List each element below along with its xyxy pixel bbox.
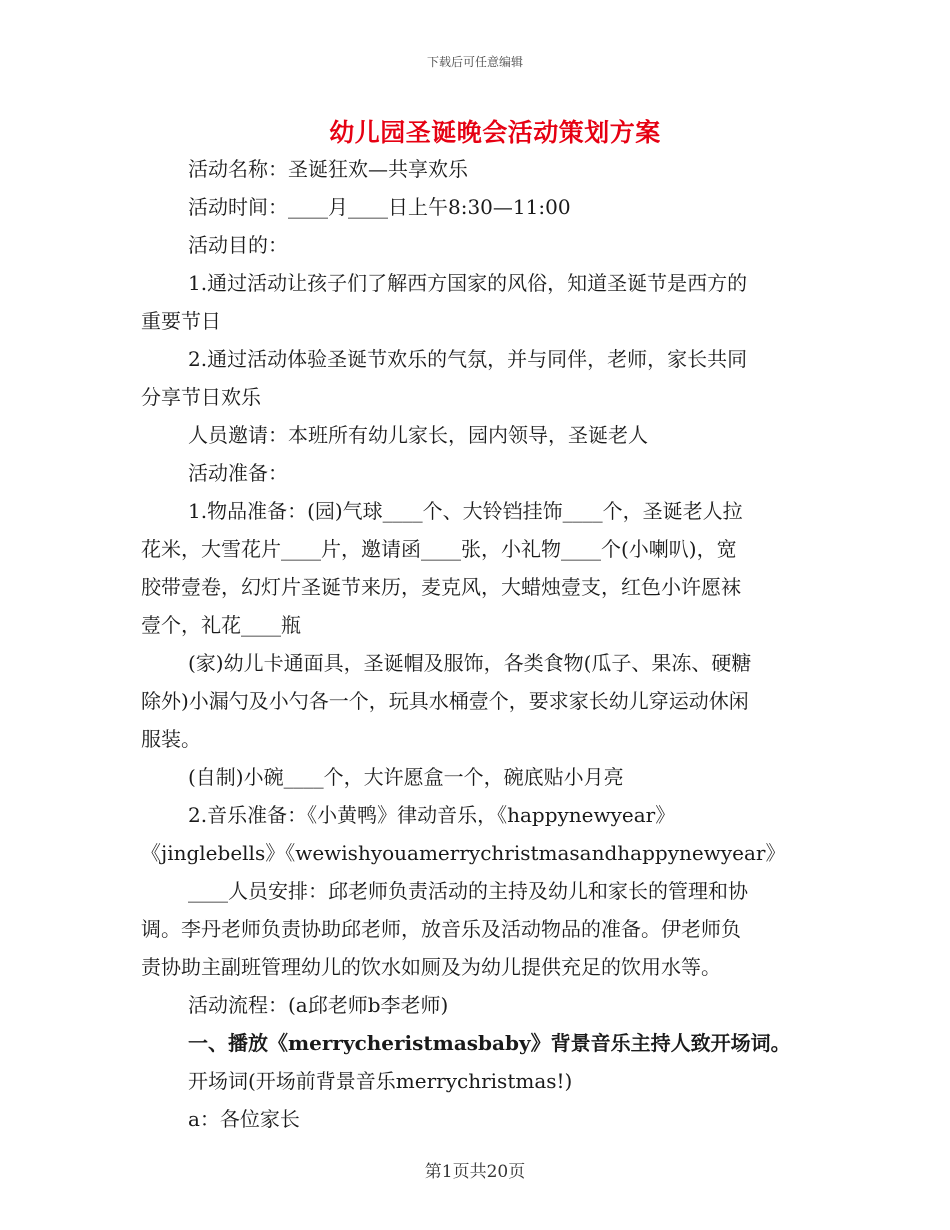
staff-arrangement-cont-2: 责协助主副班管理幼儿的饮水如厕及为幼儿提供充足的饮用水等。	[141, 955, 721, 979]
items-preparation-cont-2: 胶带壹卷，幻灯片圣诞节来历，麦克风，大蜡烛壹支，红色小许愿袜	[141, 575, 741, 599]
opening-speech-line: 开场词(开场前背景音乐merrychristmas!)	[188, 1069, 573, 1093]
page-header: 下载后可任意编辑	[426, 55, 523, 69]
home-preparation-cont-1: 除外)小漏勺及小勺各一个，玩具水桶壹个，要求家长幼儿穿运动休闲	[141, 689, 749, 713]
purpose-item-1-cont: 重要节日	[141, 309, 221, 333]
section-one-heading: 一、播放《merrycheristmasbaby》背景音乐主持人致开场词。	[188, 1031, 791, 1055]
self-made-line: (自制)小碗____个，大许愿盒一个，碗底贴小月亮	[188, 765, 624, 789]
staff-arrangement-line: ____人员安排：邱老师负责活动的主持及幼儿和家长的管理和协	[188, 879, 748, 903]
home-preparation-line: (家)幼儿卡通面具，圣诞帽及服饰，各类食物(瓜子、果冻、硬糖	[188, 651, 752, 675]
preparation-heading: 活动准备：	[188, 461, 288, 485]
home-preparation-cont-2: 服装。	[141, 727, 201, 751]
items-preparation-cont-3: 壹个，礼花____瓶	[141, 613, 301, 637]
purpose-item-2: 2.通过活动体验圣诞节欢乐的气氛，并与同伴，老师，家长共同	[188, 347, 748, 371]
document-title: 幼儿园圣诞晚会活动策划方案	[329, 118, 661, 147]
activity-time-line: 活动时间：____月____日上午8:30—11:00	[188, 195, 571, 219]
music-preparation-cont: 《jinglebells》《wewishyouamerrychristmasandhappynewyear》	[141, 841, 786, 865]
items-preparation-line: 1.物品准备：(园)气球____个、大铃铛挂饰____个，圣诞老人拉	[188, 499, 743, 523]
items-preparation-cont-1: 花米，大雪花片____片，邀请函____张，小礼物____个(小喇叭)，宽	[141, 537, 737, 561]
staff-arrangement-cont-1: 调。李丹老师负责协助邱老师，放音乐及活动物品的准备。伊老师负	[141, 917, 741, 941]
invitees-line: 人员邀请：本班所有幼儿家长，园内领导，圣诞老人	[188, 423, 648, 447]
document-body	[141, 150, 801, 1138]
page-footer: 第1页共20页	[424, 1162, 526, 1182]
music-preparation-line: 2.音乐准备：《小黄鸭》律动音乐，《happynewyear》	[188, 803, 676, 827]
purpose-item-1: 1.通过活动让孩子们了解西方国家的风俗，知道圣诞节是西方的	[188, 271, 748, 295]
speaker-a-line: a：各位家长	[188, 1107, 300, 1131]
activity-flow-heading: 活动流程：(a邱老师b李老师)	[188, 993, 449, 1017]
activity-purpose-heading: 活动目的：	[188, 233, 288, 257]
activity-name-line: 活动名称：圣诞狂欢—共享欢乐	[188, 157, 468, 181]
purpose-item-2-cont: 分享节日欢乐	[141, 385, 261, 409]
